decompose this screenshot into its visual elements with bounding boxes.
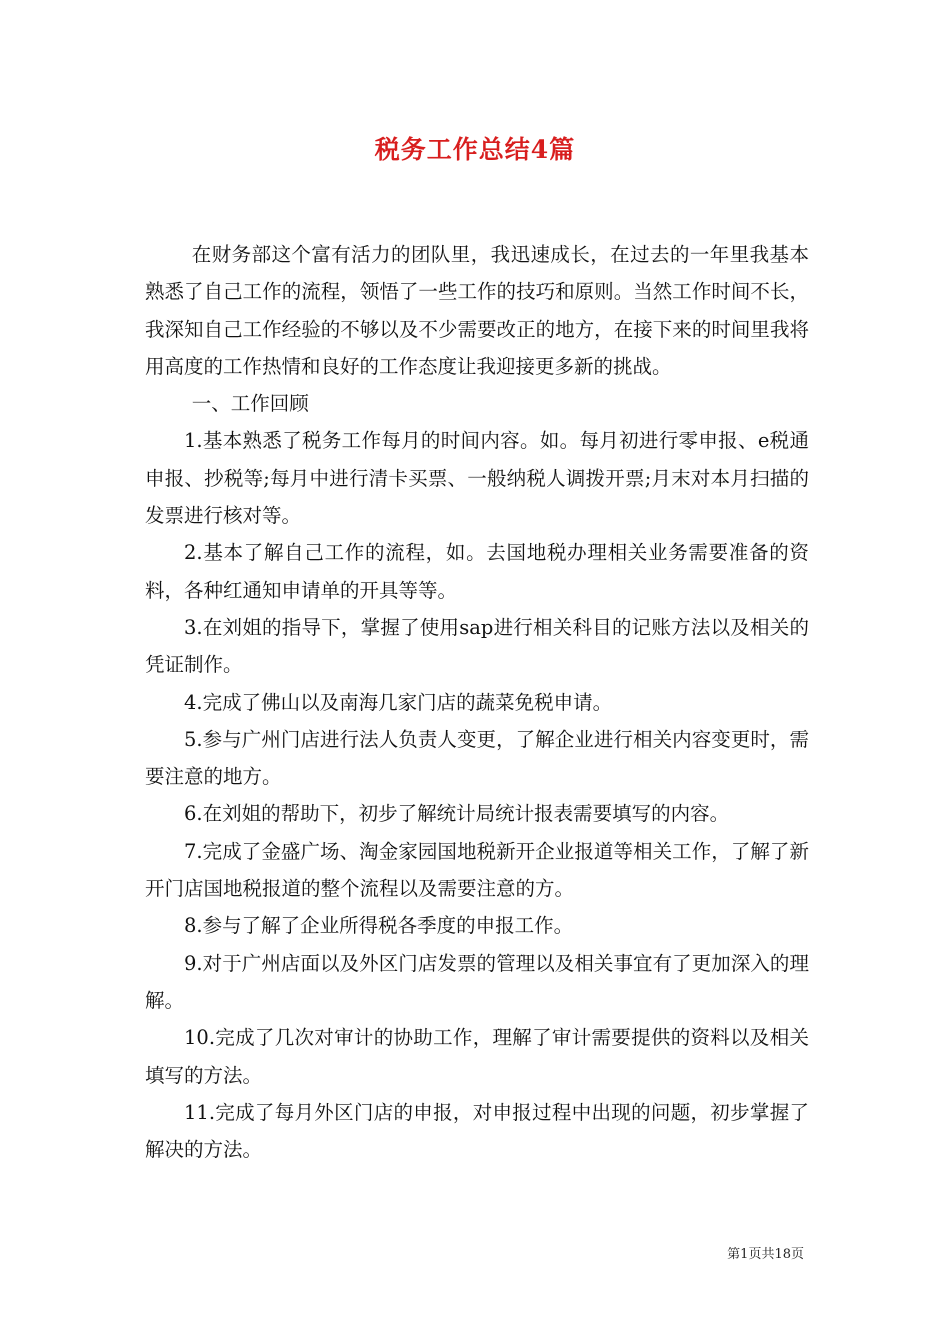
document-title: 税务工作总结4篇 [374,135,576,164]
list-item-8: 8.参与了解了企业所得税各季度的申报工作。 [184,914,574,938]
list-item-2: 2.基本了解自己工作的流程，如。去国地税办理相关业务需要准备的资料，各种红通知申请单的开具等等。 [145,541,809,602]
intro-paragraph: 在财务部这个富有活力的团队里，我迅速成长，在过去的一年里我基本熟悉了自己工作的流程，领悟了一些工作的技巧和原则。当然工作时间不长，我深知自己工作经验的不够以及不少需要改正的地方，在接下来的时间里我将用高度的工作热情和良好的工作态度让我迎接更多新的挑战。 [145,243,809,378]
list-item-1: 1.基本熟悉了税务工作每月的时间内容。如。每月初进行零申报、e税通申报、抄税等;每月中进行清卡买票、一般纳税人调拨开票;月末对本月扫描的发票进行核对等。 [145,429,809,528]
section-heading-work-review: 一、工作回顾 [191,392,309,416]
document-body [145,236,809,1168]
list-item-7: 7.完成了金盛广场、淘金家园国地税新开企业报道等相关工作，了解了新开门店国地税报道的整个流程以及需要注意的方。 [145,839,809,901]
list-item-3: 3.在刘姐的指导下，掌握了使用sap进行相关科目的记账方法以及相关的凭证制作。 [145,615,809,677]
list-item-9: 9.对于广州店面以及外区门店发票的管理以及相关事宜有了更加深入的理解。 [145,951,809,1012]
list-item-6: 6.在刘姐的帮助下，初步了解统计局统计报表需要填写的内容。 [184,802,730,826]
page-number-footer: 第1页共18页 [727,1247,804,1262]
list-item-5: 5.参与广州门店进行法人负责人变更，了解企业进行相关内容变更时，需要注意的地方。 [145,727,809,789]
list-item-4: 4.完成了佛山以及南海几家门店的蔬菜免税申请。 [184,690,613,714]
list-item-10: 10.完成了几次对审计的协助工作，理解了审计需要提供的资料以及相关填写的方法。 [145,1026,809,1087]
list-item-11: 11.完成了每月外区门店的申报，对申报过程中出现的问题，初步掌握了解决的方法。 [145,1100,809,1162]
